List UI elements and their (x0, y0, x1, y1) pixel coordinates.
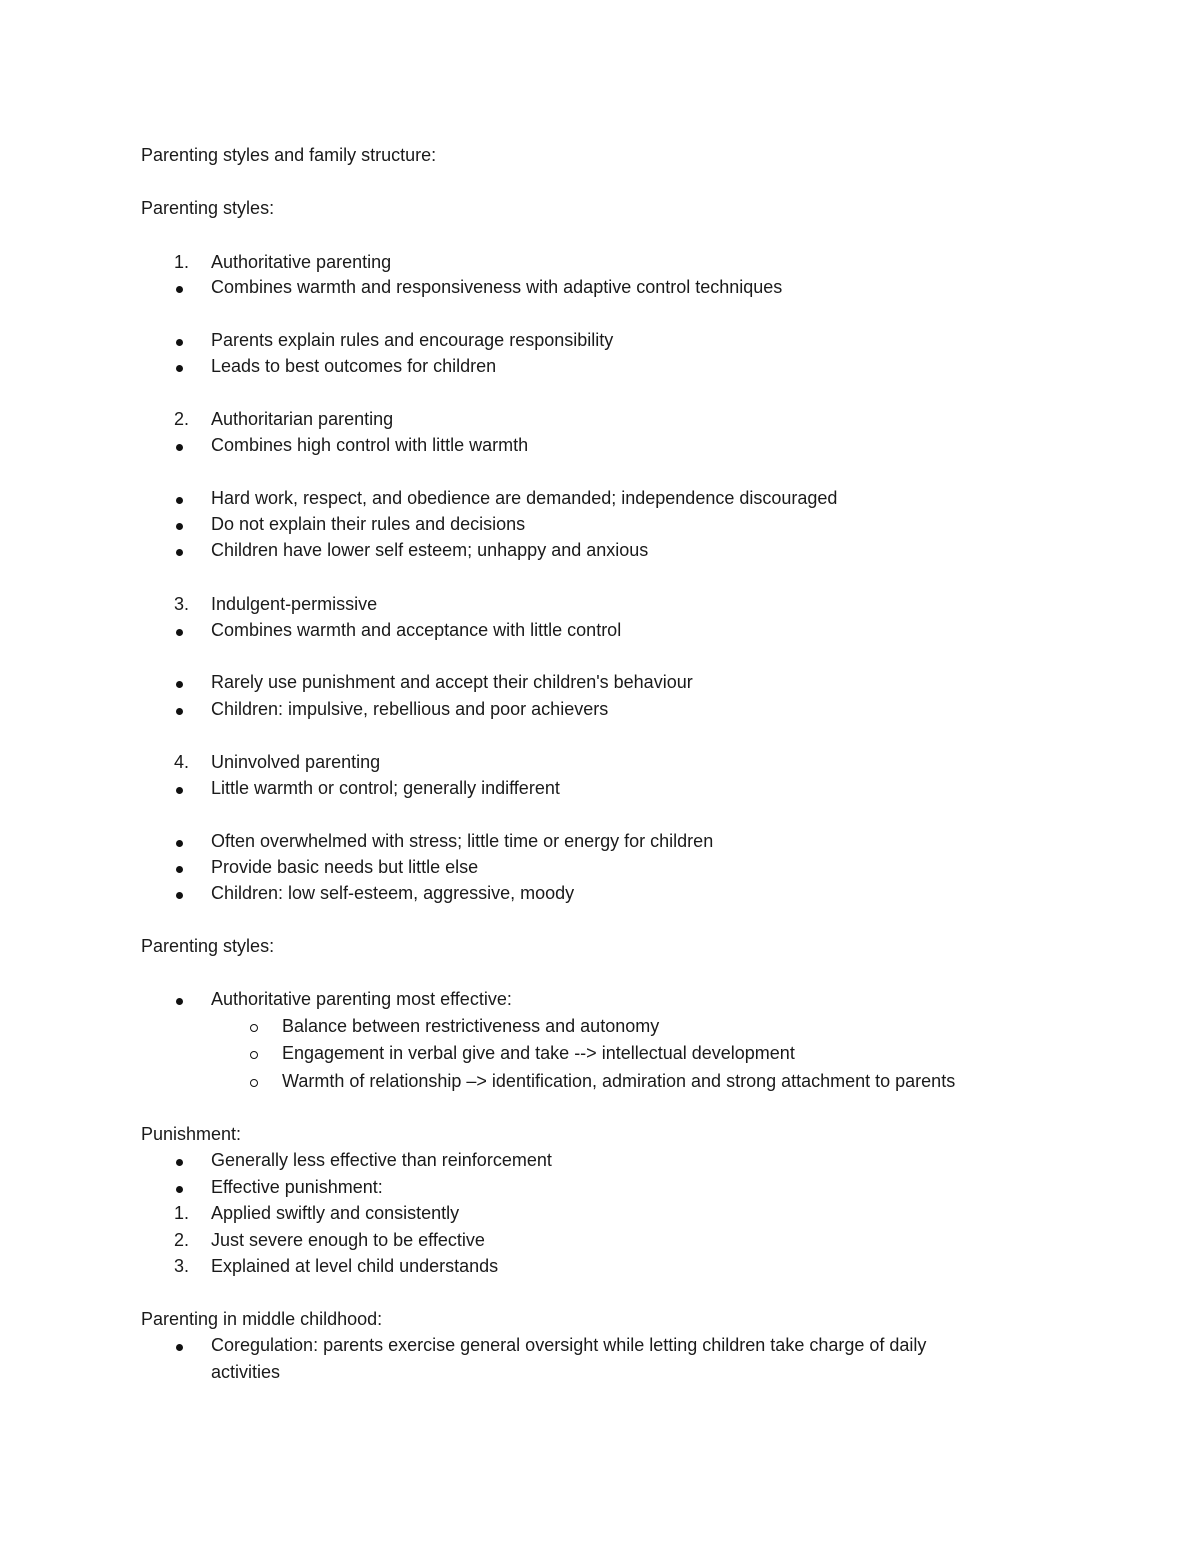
list-item: Often overwhelmed with stress; little time or energy for children (211, 831, 714, 851)
list-item: Combines high control with little warmth (211, 435, 529, 455)
bullet-icon (176, 1176, 183, 1198)
list-item: Children: impulsive, rebellious and poor achievers (211, 699, 609, 719)
bullet-icon (176, 276, 183, 298)
list-item: Explained at level child understands (211, 1256, 499, 1276)
list-item: Just severe enough to be effective (211, 1230, 485, 1250)
list-item: Generally less effective than reinforcement (211, 1150, 552, 1170)
bullet-icon (176, 1334, 183, 1356)
section-title-middle-childhood: Parenting in middle childhood: (141, 1309, 383, 1329)
bullet-icon (176, 434, 183, 456)
bullet-icon (176, 671, 183, 693)
list-number: 1. (174, 252, 190, 272)
sub-list-item: Engagement in verbal give and take --> intellectual development (282, 1043, 795, 1063)
bullet-icon (176, 487, 183, 509)
list-item: Effective punishment: (211, 1177, 383, 1197)
bullet-icon (176, 830, 183, 852)
sub-bullet-icon (250, 1015, 258, 1037)
sub-list-item: Balance between restrictiveness and autonomy (282, 1016, 660, 1036)
list-item: Combines warmth and acceptance with little control (211, 620, 622, 640)
list-number: 4. (174, 752, 190, 772)
bullet-icon (176, 329, 183, 351)
style-title: Uninvolved parenting (211, 752, 381, 772)
list-number: 3. (174, 594, 190, 614)
list-item: Do not explain their rules and decisions (211, 514, 526, 534)
bullet-icon (176, 777, 183, 799)
list-item: Leads to best outcomes for children (211, 356, 497, 376)
style-title: Indulgent-permissive (211, 594, 378, 614)
list-item: Rarely use punishment and accept their children's behaviour (211, 672, 693, 692)
bullet-icon (176, 539, 183, 561)
list-item: Combines warmth and responsiveness with adaptive control techniques (211, 277, 783, 297)
list-item: Authoritative parenting most effective: (211, 989, 512, 1009)
list-item: Coregulation: parents exercise general oversight while letting children take charge of daily (211, 1335, 927, 1355)
bullet-icon (176, 355, 183, 377)
list-item: Parents explain rules and encourage responsibility (211, 330, 614, 350)
list-item: Children: low self-esteem, aggressive, moody (211, 883, 575, 903)
sub-list-item: Warmth of relationship –> identification, admiration and strong attachment to parents (282, 1071, 956, 1091)
sub-bullet-icon (250, 1042, 258, 1064)
list-item: Little warmth or control; generally indifferent (211, 778, 560, 798)
list-item: Provide basic needs but little else (211, 857, 479, 877)
list-item-continuation: activities (211, 1362, 281, 1382)
bullet-icon (176, 619, 183, 641)
bullet-icon (176, 698, 183, 720)
bullet-icon (176, 882, 183, 904)
list-number: 1. (174, 1203, 190, 1223)
list-number: 2. (174, 1230, 190, 1250)
sub-bullet-icon (250, 1070, 258, 1092)
section-title-parenting-styles: Parenting styles: (141, 198, 275, 218)
style-title: Authoritative parenting (211, 252, 392, 272)
list-number: 2. (174, 409, 190, 429)
bullet-icon (176, 856, 183, 878)
style-title: Authoritarian parenting (211, 409, 394, 429)
section-title-punishment: Punishment: (141, 1124, 242, 1144)
bullet-icon (176, 1149, 183, 1171)
list-item: Applied swiftly and consistently (211, 1203, 460, 1223)
document-heading: Parenting styles and family structure: (141, 145, 437, 165)
section-title-parenting-styles-2: Parenting styles: (141, 936, 275, 956)
bullet-icon (176, 513, 183, 535)
list-number: 3. (174, 1256, 190, 1276)
bullet-icon (176, 988, 183, 1010)
list-item: Hard work, respect, and obedience are demanded; independence discouraged (211, 488, 838, 508)
list-item: Children have lower self esteem; unhappy and anxious (211, 540, 649, 560)
